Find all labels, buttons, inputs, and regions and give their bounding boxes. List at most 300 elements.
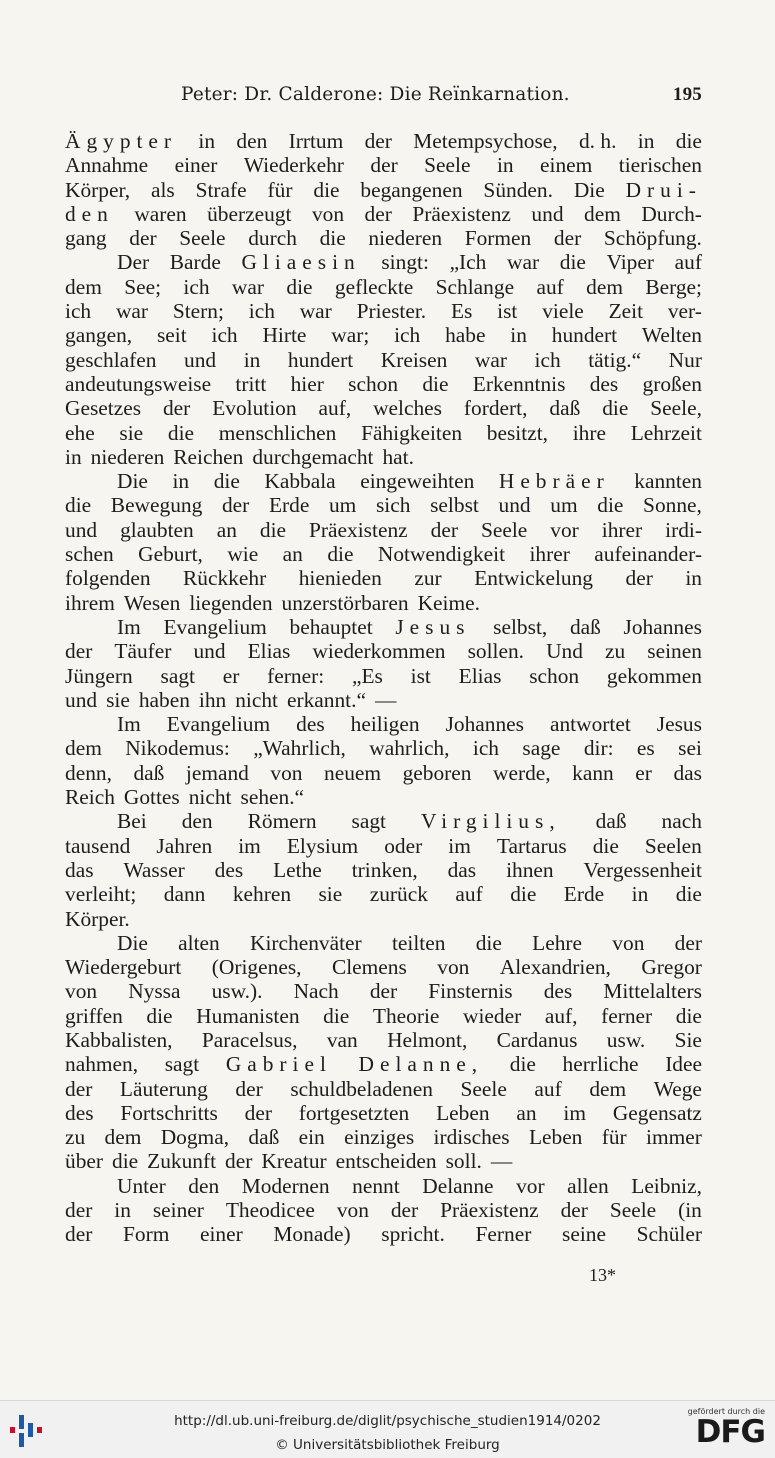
word: Jesus (656, 712, 702, 737)
word: Vergessenheit (583, 857, 702, 882)
page-number: 195 (672, 84, 702, 105)
spaced-name: Virgilius, (421, 809, 561, 834)
text-line (65, 1149, 702, 1173)
word: fordert, (463, 396, 528, 421)
word: er (222, 663, 240, 688)
word: Im (117, 614, 141, 639)
text-line (65, 736, 702, 760)
word: Nyssa (128, 979, 181, 1004)
word: es (636, 736, 655, 761)
text-line (65, 153, 702, 177)
word: ist (410, 663, 431, 688)
word: das (65, 857, 94, 882)
word: Nikodemus: (125, 736, 230, 761)
word: seit (156, 323, 187, 348)
word: Wege (653, 1076, 702, 1101)
word: Irrtum (288, 129, 344, 153)
word: dir: (583, 736, 614, 761)
spaced-name: den (65, 201, 114, 226)
word: die (323, 1003, 350, 1028)
word: sollen. (467, 639, 525, 664)
word: Die (117, 469, 148, 494)
word: Es (450, 299, 473, 324)
word: die (65, 493, 92, 518)
word: ihrem (65, 590, 115, 615)
word: Finsternis (428, 979, 513, 1004)
word: in (114, 1198, 131, 1223)
word: Rückkehr (183, 566, 267, 591)
text-line (65, 372, 702, 396)
word: Seele, (650, 396, 702, 421)
word: der (129, 226, 157, 251)
word: hier (290, 371, 324, 396)
word: die (167, 420, 195, 445)
word: Körper, (65, 177, 131, 202)
word: an (216, 517, 237, 542)
text-line (65, 445, 702, 469)
word: der (162, 396, 191, 421)
dfg-wordmark: DFG (695, 1414, 765, 1450)
text-line (65, 1077, 702, 1101)
word: Die (573, 177, 605, 202)
word: ich (183, 274, 210, 299)
word: immer (646, 1125, 702, 1150)
spaced-name: Delanne, (358, 1052, 484, 1077)
word: Leben (528, 1125, 583, 1150)
text-line (65, 615, 702, 639)
word: ein (298, 1125, 325, 1150)
word: auf, (544, 1003, 578, 1028)
word: war (231, 274, 264, 299)
text-line (65, 1101, 702, 1125)
word: sagt (164, 1052, 200, 1077)
word: in (172, 469, 190, 494)
text-line (65, 518, 702, 542)
word: Sünden. (483, 177, 553, 202)
word: ihrer (601, 517, 643, 542)
word: dann (163, 882, 206, 907)
spaced-name: Drui- (625, 177, 702, 202)
word: sie (106, 687, 130, 712)
word: Jahren (156, 833, 213, 858)
word: Paracelsus, (201, 1027, 298, 1052)
word: vor (550, 517, 579, 542)
word: unzerstörbaren (281, 590, 409, 615)
word: Stern; (172, 299, 224, 324)
word: die (675, 129, 702, 153)
word: über (65, 1149, 104, 1174)
word: Delanne (422, 1173, 494, 1198)
word: wieder (463, 1003, 522, 1028)
word: und (65, 687, 98, 712)
word: Johannes (445, 712, 524, 737)
body-text (65, 129, 702, 1247)
text-line (65, 907, 702, 931)
word: „Ich (449, 250, 487, 275)
word: des (543, 979, 573, 1004)
word: Mittelalters (603, 979, 702, 1004)
word: Bei (117, 809, 147, 834)
word: Fähigkeiten (361, 420, 463, 445)
word: aufeinander- (594, 542, 702, 567)
word: seine (562, 1222, 606, 1247)
word: behauptet (289, 614, 373, 639)
word: für (601, 1125, 627, 1150)
text-line (65, 858, 702, 882)
word: um (328, 493, 357, 518)
text-line (65, 421, 702, 445)
running-title: Peter: Dr. Calderone: Die Reïnkarnation. (181, 84, 570, 105)
word: Schlange (435, 274, 515, 299)
word: Wiederkehr (243, 153, 344, 178)
text-line (65, 542, 702, 566)
word: Durch- (641, 201, 702, 226)
word: war (507, 250, 540, 275)
word: Entwickelung (474, 566, 593, 591)
word: und (498, 493, 531, 518)
word: Sonne, (643, 493, 702, 518)
text-line (65, 1198, 702, 1222)
word: Schüler (636, 1222, 702, 1247)
text-line (65, 1028, 702, 1052)
word: Erde (268, 493, 310, 518)
word: in (198, 129, 216, 153)
word: sie (318, 882, 343, 907)
word: ich (211, 323, 238, 348)
word: niederen (90, 444, 165, 469)
word: ihrer (529, 542, 570, 567)
spaced-name: Gliaesin (241, 250, 361, 275)
word: hat. (382, 444, 414, 469)
word: entscheiden (335, 1149, 437, 1174)
word: Körper. (65, 906, 130, 931)
text-line (65, 712, 702, 736)
word: Evangelium (163, 614, 267, 639)
word: Seele (179, 226, 226, 251)
word: schuldbeladenen (290, 1076, 433, 1101)
word: auf (455, 882, 483, 907)
text-line (65, 931, 702, 955)
spaced-name: Ägypter (65, 129, 178, 153)
word: Helmont, (387, 1027, 468, 1052)
word: schon (529, 663, 580, 688)
spaced-name: Gabriel (225, 1052, 332, 1077)
word: im (563, 1100, 586, 1125)
word: die (509, 1052, 536, 1077)
word: der (235, 1076, 263, 1101)
word: jemand (185, 760, 249, 785)
word: daß (133, 760, 165, 785)
word: Wiedergeburt (65, 955, 182, 980)
word: Zukunft (147, 1149, 217, 1174)
word: besitzt, (486, 420, 548, 445)
word: die (286, 274, 313, 299)
dfg-caption: gefördert durch die (687, 1407, 765, 1416)
word: Unter (117, 1173, 166, 1198)
word: Gregor (641, 955, 702, 980)
word: daß (549, 396, 581, 421)
word: Lehre (532, 930, 583, 955)
word: Nach (293, 979, 339, 1004)
word: Lethe (273, 857, 322, 882)
word: Nur (668, 347, 702, 372)
word: der (553, 226, 582, 251)
word: der (560, 1198, 588, 1223)
word: den (181, 809, 213, 834)
spaced-name: Hebräer (498, 469, 610, 494)
word: geschlafen (65, 347, 157, 372)
word: alten (178, 930, 220, 955)
word: Tartarus (496, 833, 567, 858)
word: durch (248, 226, 297, 251)
word: in (496, 153, 514, 178)
viewer-footer (0, 1400, 775, 1458)
word: einziges (344, 1125, 415, 1150)
word: auf (674, 250, 702, 275)
word: zu (65, 1125, 86, 1150)
word: selbst (430, 493, 479, 518)
word: tritt (235, 371, 267, 396)
copyright-text: © Universitätsbibliothek Freiburg (275, 1437, 500, 1453)
word: an (282, 542, 303, 567)
word: menschlichen (218, 420, 337, 445)
word: von (336, 1198, 369, 1223)
word: sie (119, 420, 144, 445)
word: ferner (601, 1003, 653, 1028)
word: gangen, (65, 323, 133, 348)
word: folgenden (65, 566, 151, 591)
word: durchgemacht (252, 444, 374, 469)
word: Ferner (475, 1222, 532, 1247)
word: des (214, 857, 244, 882)
text-line (65, 1052, 702, 1076)
word: Sie (674, 1027, 702, 1052)
text-line (65, 785, 702, 809)
word: Seele (460, 1076, 507, 1101)
word: in (510, 323, 527, 348)
word: Evangelium (166, 712, 271, 737)
word: ihnen (506, 857, 554, 882)
word: war; (331, 323, 370, 348)
text-line (65, 226, 702, 250)
word: der (625, 566, 653, 591)
word: Dogma, (160, 1125, 230, 1150)
word: der (370, 153, 398, 178)
word: Präexistenz (440, 1198, 539, 1223)
text-line (65, 348, 702, 372)
word: wie (227, 542, 259, 567)
word: in (243, 347, 261, 372)
word: ich (248, 299, 275, 324)
word: spricht. (381, 1222, 445, 1247)
word: Viper (606, 250, 654, 275)
word: Metempsychose, (413, 129, 558, 153)
word: die (475, 930, 502, 955)
word: Im (117, 712, 141, 737)
word: Elysium (286, 833, 359, 858)
word: im (238, 833, 261, 858)
word: von (270, 760, 303, 785)
word: er (635, 760, 652, 785)
text-line (65, 178, 702, 202)
word: wahrlich, (369, 736, 450, 761)
word: Berge; (645, 274, 702, 299)
word: Barde (169, 250, 221, 275)
word: daß (569, 614, 601, 639)
word: den (236, 129, 268, 153)
text-line (65, 688, 702, 712)
word: Keime. (417, 590, 480, 615)
word: und (531, 201, 564, 226)
word: des (296, 712, 325, 737)
word: d. h. (578, 129, 617, 153)
word: der (225, 1149, 253, 1174)
word: nennt (352, 1173, 400, 1198)
word: Jüngern (65, 663, 133, 688)
text-line (65, 202, 702, 226)
word: Seelen (644, 833, 702, 858)
word: nicht (235, 687, 278, 712)
word: ist (497, 299, 518, 324)
word: sagt (160, 663, 195, 688)
word: Erde (563, 882, 605, 907)
word: einer (200, 1222, 243, 1247)
word: die (146, 1003, 173, 1028)
word: hundert (287, 347, 354, 372)
word: Bewegung (110, 493, 203, 518)
word: und (184, 347, 217, 372)
word: Gottes (123, 785, 180, 810)
word: Strafe (195, 177, 247, 202)
word: Zeit (608, 299, 644, 324)
word: dem (584, 201, 621, 226)
word: von (612, 930, 645, 955)
word: Clemens (331, 955, 407, 980)
word: der (65, 1076, 93, 1101)
word: im (448, 833, 471, 858)
word: Lehrzeit (630, 420, 702, 445)
word: Fortschritts (120, 1100, 218, 1125)
text-line (65, 882, 702, 906)
word: Reichen (173, 444, 244, 469)
word: — (374, 687, 397, 712)
word: Seele (480, 517, 528, 542)
word: (in (678, 1198, 702, 1223)
word: selbst, (493, 614, 548, 639)
word: hienieden (298, 566, 382, 591)
word: Theorie (372, 1003, 440, 1028)
word: habe (445, 323, 486, 348)
word: „Es (351, 663, 383, 688)
word: Seele (609, 1198, 657, 1223)
word: — (490, 1149, 513, 1174)
word: irdi- (665, 517, 702, 542)
word: Elias (458, 663, 502, 688)
word: ihn (198, 687, 227, 712)
word: das (673, 760, 702, 785)
word: soll. (445, 1149, 482, 1174)
word: welches (373, 396, 442, 421)
word: Welten (641, 323, 702, 348)
text-line (65, 469, 702, 493)
word: Schöpfung. (603, 226, 702, 251)
text-line (65, 1004, 702, 1028)
word: Präexistenz (412, 201, 511, 226)
word: Der (117, 250, 150, 275)
word: dem (589, 1076, 627, 1101)
word: die (327, 542, 354, 567)
word: Kirchenväter (250, 930, 362, 955)
word: ich (534, 347, 561, 372)
word: seinen (647, 639, 702, 664)
word: erkannt.“ (286, 687, 366, 712)
word: ehe (65, 420, 95, 445)
word: zur (414, 566, 442, 591)
text-line (65, 396, 702, 420)
word: Gegensatz (612, 1100, 702, 1125)
word: der (364, 201, 392, 226)
text-line (65, 129, 702, 153)
word: zurück (369, 882, 428, 907)
word: sich (375, 493, 411, 518)
word: einer (174, 153, 218, 178)
text-line (65, 809, 702, 833)
word: Modernen (241, 1173, 330, 1198)
signature-mark: 13* (589, 1265, 616, 1285)
word: der (364, 129, 392, 153)
word: in (65, 444, 82, 469)
word: schon (348, 371, 399, 396)
word: Form (122, 1222, 170, 1247)
word: die (602, 396, 629, 421)
word: die (510, 882, 537, 907)
word: der (430, 517, 458, 542)
word: griffen (65, 1003, 123, 1028)
word: „Wahrlich, (253, 736, 346, 761)
word: Elias (247, 639, 291, 664)
word: irdisches (433, 1125, 510, 1150)
word: trinken, (351, 857, 418, 882)
word: an (516, 1100, 537, 1125)
word: Leibniz, (631, 1173, 702, 1198)
word: Priester. (356, 299, 427, 324)
word: Kabbala (264, 469, 336, 494)
word: daß (248, 1125, 280, 1150)
word: Cardanus (496, 1027, 578, 1052)
word: singt: (381, 250, 429, 275)
word: Hirte (262, 323, 307, 348)
word: nicht (188, 785, 232, 810)
word: für (267, 177, 293, 202)
word: eingeweihten (360, 469, 475, 494)
word: verleiht; (65, 882, 137, 907)
word: dem (586, 274, 623, 299)
word: Wesen (123, 590, 181, 615)
word: war (299, 299, 332, 324)
word: von (437, 955, 470, 980)
source-url-link[interactable]: http://dl.ub.uni-freiburg.de/diglit/psychische_studien1914/0202 (174, 1413, 601, 1429)
text-line (65, 955, 702, 979)
word: dem (65, 274, 102, 299)
word: Formen (464, 226, 532, 251)
word: Johannes (623, 614, 702, 639)
word: zu (605, 639, 626, 664)
word: begangenen (360, 177, 463, 202)
word: der (65, 639, 93, 664)
word: herrliche (562, 1052, 639, 1077)
word: ihre (572, 420, 606, 445)
word: von (311, 201, 345, 226)
